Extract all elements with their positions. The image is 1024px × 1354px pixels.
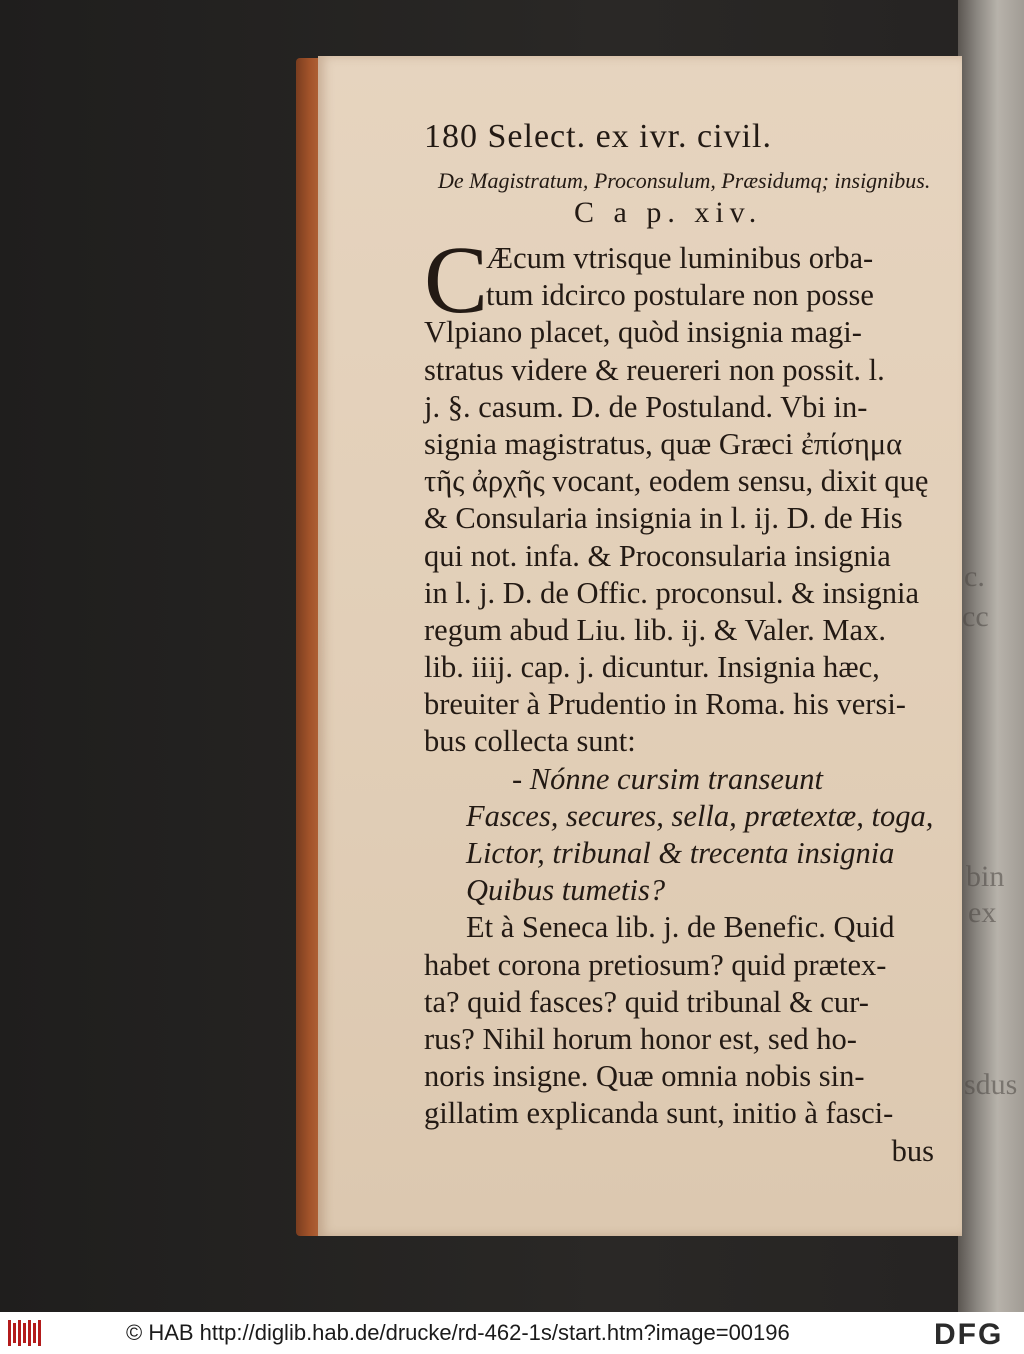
text-line: j. §. casum. D. de Postuland. Vbi in-	[424, 389, 868, 424]
text-line: τῆς ἀρχῆς vocant, eodem sensu, dixit quę	[424, 464, 929, 499]
text-line: Vlpiano placet, quòd insignia magi-	[424, 315, 862, 350]
text-line: in l. j. D. de Offic. proconsul. & insignia	[424, 575, 919, 610]
copyright-link[interactable]: © HAB http://diglib.hab.de/drucke/rd-462-1s/start.htm?image=00196	[126, 1320, 790, 1345]
ghost-text: cc	[962, 600, 989, 633]
text-line: Et à Seneca lib. j. de Benefic. Quid	[466, 910, 895, 945]
ghost-text: c.	[964, 560, 985, 593]
text-line: regum abud Liu. lib. ij. & Valer. Max.	[424, 612, 886, 647]
drop-cap: C	[424, 226, 489, 333]
text-line: habet corona pretiosum? quid prætex-	[424, 947, 887, 982]
ghost-text: sdus	[964, 1068, 1018, 1101]
text-line: & Consularia insignia in l. ij. D. de His	[424, 501, 903, 536]
running-head: 180 Select. ex ivr. civil.	[424, 118, 772, 155]
text-line: bus collecta sunt:	[424, 724, 636, 759]
text-line: breuiter à Prudentio in Roma. his versi-	[424, 687, 906, 722]
ghost-text: bin	[966, 860, 1005, 893]
verse-line: Lictor, tribunal & trecenta insignia	[466, 836, 895, 870]
text-line: noris insigne. Quæ omnia nobis sin-	[424, 1059, 865, 1094]
dfg-logo: DFG	[934, 1318, 1004, 1351]
footer-bar	[0, 1312, 1024, 1354]
chapter-number: C a p. xiv.	[574, 196, 763, 229]
hab-logo-icon	[8, 1320, 42, 1346]
ghost-text: ex	[968, 896, 997, 929]
text-line: lib. iiij. cap. j. dicuntur. Insignia hæc,	[424, 650, 880, 685]
catchword: bus	[891, 1133, 934, 1168]
verse-line: - Nónne cursim transeunt	[512, 761, 823, 796]
text-line: signia magistratus, quæ Græci ἐπίσημα	[424, 426, 903, 461]
verse-line: Fasces, secures, sella, prætextæ, toga,	[466, 798, 934, 833]
body-text	[424, 226, 934, 1170]
text-line: tum idcirco postulare non posse	[486, 278, 874, 313]
text-line: qui not. infa. & Proconsularia insignia	[424, 538, 891, 573]
next-page-edge	[958, 0, 1024, 1312]
text-line: ta? quid fasces? quid tribunal & cur-	[424, 984, 869, 1019]
verse-line: Quibus tumetis?	[466, 873, 666, 908]
text-line: gillatim explicanda sunt, initio à fasci-	[424, 1096, 894, 1131]
text-line: rus? Nihil horum honor est, sed ho-	[424, 1021, 857, 1056]
text-line: stratus videre & reuereri non possit. l.	[424, 352, 885, 387]
chapter-subtitle: De Magistratum, Proconsulum, Præsidumq; insignibus.	[438, 168, 931, 193]
text-line: Æcum vtrisque luminibus orba-	[486, 241, 874, 275]
